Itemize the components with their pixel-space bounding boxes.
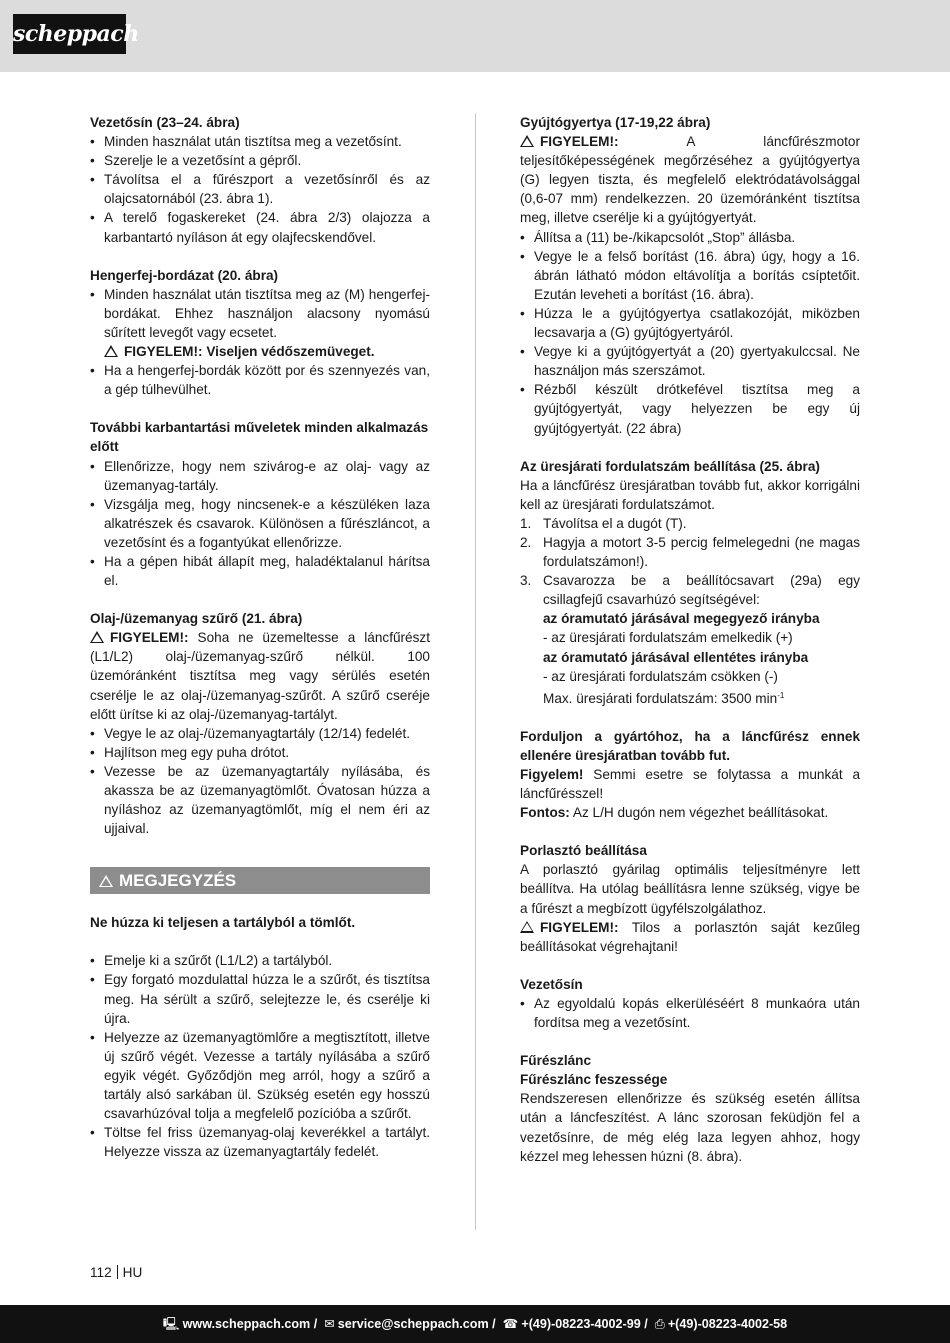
list-item: • Ellenőrizze, hogy nem szivárog-e az olaj- vagy az üzemanyag-tartály. <box>90 457 430 495</box>
emphasis-paragraph: Forduljon a gyártóhoz, ha a láncfűrész ennek ellenére üresjáratban tovább fut. <box>520 728 860 763</box>
bullet-list <box>90 361 430 399</box>
page-number-value: 112 <box>90 1265 112 1280</box>
direction-label: az óramutató járásával ellentétes irányba <box>543 649 809 665</box>
list-item: • Hajlítson meg egy puha drótot. <box>90 743 430 762</box>
bullet-list <box>90 457 430 591</box>
warning-icon <box>99 875 113 887</box>
footer-bar <box>0 1305 950 1343</box>
section-title: Vezetősín <box>520 976 583 992</box>
list-item <box>520 533 860 571</box>
step-text: Hagyja a motort 3-5 percig felmelegedni (ne magas fordulatszámon!). <box>543 534 860 570</box>
warning-icon <box>520 921 534 933</box>
direction-effect: - az üresjárati fordulatszám emelkedik (+) <box>543 630 793 646</box>
warning-paragraph <box>520 132 860 227</box>
section-title: Gyújtógyertya (17-19,22 ábra) <box>520 115 711 130</box>
list-item: • Vegye le az olaj-/üzemanyagtartály (12/14) fedelét. <box>90 724 430 743</box>
step-number: 1. <box>520 515 532 531</box>
list-item: • Távolítsa el a fűrészport a vezetősínről és az olajcsatornából (23. ábra 1). <box>90 170 430 208</box>
note-title: MEGJEGYZÉS <box>119 871 237 891</box>
list-item: • Egy forgató mozdulattal húzza le a szűrőt, és tisztítsa meg. Ha sérült a szűrő, selejtezze le, és cserélje ki újra. <box>90 970 430 1027</box>
footer-mail-link[interactable]: service@scheppach.com / <box>337 1317 496 1331</box>
warning-icon <box>520 135 534 147</box>
warning-text: A láncfűrészmotor teljesítőképességének megőrzéséhez a gyújtógyertya (G) legyen tiszta, és megfelelő elektródatávolsággal (0,6-07 mm) rendelkezzen. 20 üzemóránként tisztítsa meg, illetve cserélje ki a gyújtógyertyát. <box>520 134 860 226</box>
separator <box>117 1265 118 1279</box>
warning-text: Soha ne üzemeltesse a láncfűrészt (L1/L2) olaj-/üzemanyag-szűrő nélkül. 100 üzemóránként tisztítsa meg vagy sérülés esetén cserélje le az olaj-/üzemanyag-szűrőt. A szűrő cseréje előtt ürítse ki az olaj-/üzemanyag-tartályt. <box>90 630 430 722</box>
list-item: • Ha a hengerfej-bordák között por és szennyezés van, a gép túlhevülhet. <box>90 361 430 399</box>
bullet-list <box>90 132 430 247</box>
important-paragraph <box>520 803 860 822</box>
fax-icon: ⎙ <box>654 1317 665 1331</box>
section-title: További karbantartási műveletek minden alkalmazás előtt <box>90 420 429 455</box>
list-item: • Vizsgálja meg, hogy nincsenek-e a készüléken laza alkatrészek és csavarok. Különösen a fűrészláncot, a vezetősínt és a fogantyúkat ellenőrizze. <box>90 495 430 552</box>
paragraph: A porlasztó gyárilag optimális teljesítményre lett beállítva. Ha utólag beállításra lenne szükség, vigye be a fűrészt a megbízott ügyfélszolgálathoz. <box>520 862 860 916</box>
warning-text: Tilos a porlasztón saját kezűleg beállításokat végrehajtani! <box>520 919 861 954</box>
list-item: • A terelő fogaskereket (24. ábra 2/3) olajozza a karbantartó nyíláson át egy olajfecskendővel. <box>90 208 430 246</box>
paragraph: Ha a láncfűrész üresjáratban tovább fut, akkor korrigálni kell az üresjárati fordulatszámot. <box>520 477 860 512</box>
step-text: Csavarozza be a beállítócsavart (29a) egy csillagfejű csavarhúzó segítségével: <box>543 573 860 608</box>
important-text: Az L/H dugón nem végezhet beállításokat. <box>572 805 829 821</box>
unit-exponent: -1 <box>777 690 785 700</box>
list-item: • Húzza le a gyújtógyertya csatlakozóját, miközben lecsavarja a (G) gyújtógyertyáról. <box>520 304 860 342</box>
warning-label: FIGYELEM!: <box>540 134 619 150</box>
section-title: Hengerfej-bordázat (20. ábra) <box>90 267 279 283</box>
max-idle-text: Max. üresjárati fordulatszám: 3500 min <box>543 690 778 706</box>
list-item: • Az egyoldalú kopás elkerüléséért 8 munkaóra után fordítsa meg a vezetősínt. <box>520 994 860 1032</box>
warning-line <box>90 342 430 361</box>
warning-label: FIGYELEM!: <box>110 630 189 646</box>
list-item: • Minden használat után tisztítsa meg az (M) hengerfej-bordákat. Ehhez használjon alacsony nyomású sűrített levegőt vagy ecsetet. <box>90 285 430 342</box>
step-number: 2. <box>520 534 532 550</box>
warning-paragraph <box>520 918 860 956</box>
list-item: • Vegye le a felső borítást (16. ábra) úgy, hogy a 16. ábrán látható módon eltávolítja a borítás csíptetőit. Ezután leveheti a borítást (16. ábra). <box>520 247 860 304</box>
list-item: • Minden használat után tisztítsa meg a vezetősínt. <box>90 132 430 151</box>
important-label: Fontos: <box>520 805 570 821</box>
bullet-list <box>90 724 430 839</box>
section-title: Fűrészlánc <box>520 1053 592 1069</box>
list-item: • Szerelje le a vezetősínt a gépről. <box>90 151 430 170</box>
list-item: • Vezesse be az üzemanyagtartály nyílásába, és akassza be az üzemanyagtömlőt. Óvatosan húzza a nyíláshoz az üzemanyagtömlőt, míg el nem éri az ujjaival. <box>90 762 430 838</box>
direction-effect: - az üresjárati fordulatszám csökken (-) <box>543 668 778 684</box>
brand-logo: scheppach <box>13 14 126 54</box>
list-item: • Állítsa a (11) be-/kikapcsolót „Stop” állásba. <box>520 228 860 247</box>
warning-icon <box>104 345 118 357</box>
bullet-list <box>90 951 430 1161</box>
warning-text: FIGYELEM!: Viseljen védőszemüveget. <box>124 344 375 360</box>
header-bar <box>0 0 950 72</box>
footer-phone: +(49)-08223-4002-99 / <box>521 1317 648 1331</box>
max-idle-speed <box>520 686 860 708</box>
mail-icon: ✉ <box>324 1317 335 1331</box>
list-item: • Vegye ki a gyújtógyertyát a (20) gyertyakulccsal. Ne használjon más szerszámot. <box>520 342 860 380</box>
warning-icon <box>90 631 104 643</box>
note-emphasis: Ne húzza ki teljesen a tartályból a tömlőt. <box>90 915 356 931</box>
section-title: Olaj-/üzemanyag szűrő (21. ábra) <box>90 611 303 627</box>
computer-icon: 🖳 <box>162 1317 180 1331</box>
bullet-list <box>520 228 860 438</box>
bullet-list <box>520 994 860 1032</box>
page-number <box>90 1265 142 1280</box>
warning-paragraph <box>520 765 860 803</box>
section-title: Vezetősín (23–24. ábra) <box>90 115 240 130</box>
numbered-list <box>520 514 860 609</box>
list-item <box>520 514 860 533</box>
phone-icon: ☎ <box>502 1317 519 1331</box>
note-banner <box>90 867 430 894</box>
warning-label: FIGYELEM!: <box>540 919 619 935</box>
section-title: Porlasztó beállítása <box>520 843 647 859</box>
list-item: • Töltse fel friss üzemanyag-olaj keverékkel a tartályt. Helyezze vissza az üzemanyagtartály fedelét. <box>90 1123 430 1161</box>
step-text: Távolítsa el a dugót (T). <box>543 515 687 531</box>
right-column <box>520 113 860 1166</box>
warning-paragraph <box>90 628 430 723</box>
paragraph: Rendszeresen ellenőrizze és szükség esetén állítsa után a láncfeszítést. A lánc szorosan feküdjön fel a vezetősínre, de még elég laza legyen ahhoz, hogy kézzel meg lehessen húzni (8. ábra). <box>520 1091 860 1164</box>
subsection-title: Fűrészlánc feszessége <box>520 1072 668 1088</box>
bullet-list <box>90 285 430 342</box>
list-item: • Rézből készült drótkefével tisztítsa meg a gyújtógyertyát, vagy helyezzen be egy új gyújtógyertyát. (22 ábra) <box>520 380 860 437</box>
footer-web-link[interactable]: www.scheppach.com / <box>182 1317 318 1331</box>
column-divider <box>475 113 476 1230</box>
step-number: 3. <box>520 573 532 589</box>
warning-label: Figyelem! <box>520 767 584 782</box>
list-item <box>520 571 860 609</box>
footer-fax: +(49)-08223-4002-58 <box>667 1317 788 1331</box>
language-code: HU <box>122 1265 143 1280</box>
list-item: • Helyezze az üzemanyagtömlőre a megtisztított, illetve új szűrő végét. Vezesse a tartály nyílásába a szűrő egyik végét. Győződjön meg arról, hogy a szűrő a tartály alsó sarkában ül. Szükség esetén egy hosszú csavarhúzóval tolja a megfelelő pozícióba a szűrőt. <box>90 1028 430 1123</box>
direction-label: az óramutató járásával megegyező irányba <box>543 611 820 627</box>
warning-text: Semmi esetre se folytassa a munkát a láncfűrésszel! <box>520 767 861 802</box>
list-item: • Ha a gépen hibát állapít meg, haladéktalanul hárítsa el. <box>90 552 430 590</box>
list-item: • Emelje ki a szűrőt (L1/L2) a tartályból. <box>90 951 430 970</box>
left-column <box>90 113 430 1161</box>
section-title: Az üresjárati fordulatszám beállítása (25. ábra) <box>520 458 820 474</box>
